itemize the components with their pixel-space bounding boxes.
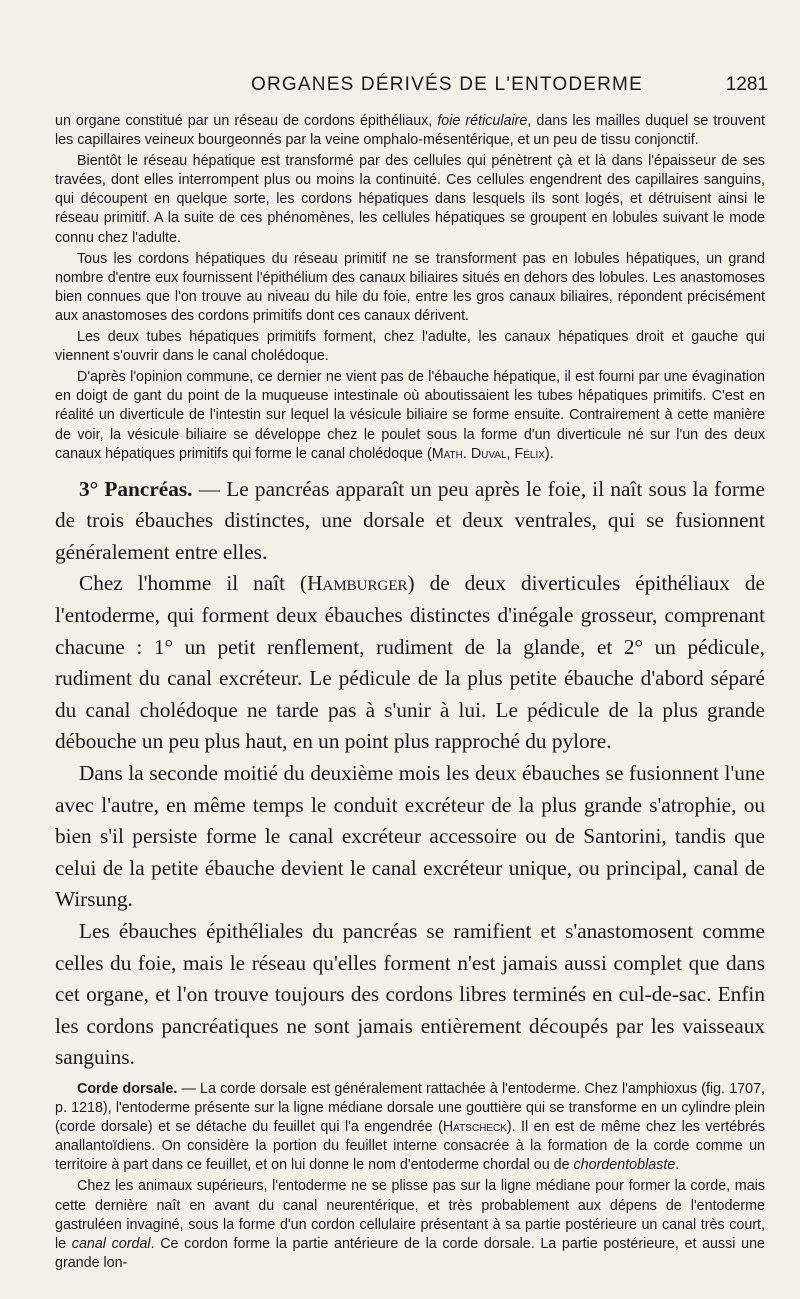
term-canal-cordal: canal cordal xyxy=(71,1235,151,1252)
paragraph-hamburger: Chez l'homme il naît (Hamburger) de deux diverticules épithéliaux de l'entoderme, qui forment deux ébauches distinctes d'inégale grosseur, comprenant chacune : 1° un petit renflement, rudiment de la glande, et 2° un pédicule, rudiment du canal excréteur. Le pédicule de la plus petite ébauche d'abord séparé du canal cholédoque ne tarde pas à s'unir à lui. Le pédicule de la plus grande débouche un peu plus haut, en un point plus rapproché du pylore. xyxy=(55,571,765,754)
section-heading-pancreas: 3° Pancréas. xyxy=(79,476,193,501)
term-chordentoblaste: chordentoblaste xyxy=(573,1157,676,1174)
paragraph-animaux-superieurs: Chez les animaux supérieurs, l'entoderme ne se plisse pas sur la ligne médiane pour former la corde, mais cette dernière naît en avant du canal neurentérique, et très probablement aux dépens de l'entoderme gastruléen invaginé, sous la forme d'un cordon cellulaire présentant à sa partie postérieure un canal très court, le canal cordal. Ce cordon forme la partie antérieure de la corde dorsale. La partie postérieure, et aussi une grande lon- xyxy=(55,1178,765,1271)
paragraph-tubes-hepatiques: Les deux tubes hépatiques primitifs forment, chez l'adulte, les canaux hépatiques droit et gauche qui viennent s'ouvrir dans le canal cholédoque. xyxy=(55,329,765,365)
author-citation: Hatscheck xyxy=(442,1119,507,1136)
section-heading-corde-dorsale: Corde dorsale. xyxy=(77,1080,178,1097)
paragraph-ebauches-epitheliales: Les ébauches épithéliales du pancréas se ramifient et s'anastomosent comme celles du foie, mais le réseau qu'elles forment n'est jamais aussi complet que dans cet organe, et l'on trouve toujours des cordons libres terminés en cul-de-sac. Enfin les cordons pancréatiques ne sont jamais entièrement découpés par les vaisseaux sanguins. xyxy=(55,919,765,1070)
page-number: 1281 xyxy=(725,74,768,95)
author-citation: Hamburger xyxy=(307,571,408,596)
running-title: ORGANES DÉRIVÉS DE L'ENTODERME xyxy=(251,74,643,95)
section-pancreas: 3° Pancréas. — Le pancréas apparaît un peu après le foie, il naît sous la forme de trois ébauches distinctes, une dorsale et deux ventrales, qui se fusionnent généralement entre elles. xyxy=(55,476,766,564)
page-header xyxy=(126,72,768,102)
term-foie-reticulaire: foie réticulaire xyxy=(437,113,528,129)
paragraph-reseau-hepatique: Bientôt le réseau hépatique est transformé par des cellules qui pénètrent çà et là dans l'épaisseur de ses travées, dont elles interrompent plus ou moins la continuité. Ces cellules engendrent des capillaires sanguins, qui découpent en quelque sorte, les cordons hépatiques dans lesquels ils sont logés, et détruisent ainsi le réseau primitif. A la suite de ces phénomènes, les cellules hépatiques se groupent en lobules suivant le mode connu chez l'adulte. xyxy=(55,153,765,246)
paragraph-cordons-hepatiques: Tous les cordons hépatiques du réseau primitif ne se transforment pas en lobules hépatiques, un grand nombre d'entre eux fournissent l'épithélium des canaux biliaires situés en dehors des lobules. Les anastomoses bien connues que l'on trouve au niveau du hile du foie, entre les gros canaux biliaires, répondent précisément aux anastomoses des cordons primitifs dont ces canaux dérivent. xyxy=(55,250,765,324)
paragraph-wirsung: Dans la seconde moitié du deuxième mois les deux ébauches se fusionnent l'une avec l'autre, en même temps le conduit excréteur de la plus grande s'atrophie, ou bien s'il persiste forme le canal excréteur accessoire ou de Santorini, tandis que celui de la petite ébauche devient le canal excréteur unique, ou principal, canal de Wirsung. xyxy=(55,761,765,912)
section-corde-dorsale: Corde dorsale. — La corde dorsale est généralement rattachée à l'entoderme. Chez l'amphioxus (fig. 1707, p. 1218), l'entoderme présente sur la ligne médiane dorsale une gouttière qui se transforme en un cylindre plein (corde dorsale) et se détache du feuillet qui l'a engendrée (Hatscheck). Il en est de même chez les vertébrés anallantoïdiens. On considère la portion du feuillet interne consacrée à la formation de la corde comme un territoire à part dans ce feuillet, et on lui donne le nom d'entoderme chordal ou de chordentoblaste. xyxy=(55,1080,765,1174)
author-citation: Math. Duval, Félix xyxy=(431,445,545,462)
paragraph-canal-choledoque: D'après l'opinion commune, ce dernier ne vient pas de l'ébauche hépatique, il est fourni par une évagination en doigt de gant du point de la muqueuse intestinale où aboutissaient les tubes hépatiques primitifs. C'est en réalité un diverticule de l'intestin sur lequel la vésicule biliaire se forme ensuite. Contrairement à cette manière de voir, la vésicule biliaire se développe chez le poulet sous la forme d'un diverticule né sur l'un des deux canaux hépatiques primitifs qui forme le canal cholédoque (Math. Duval, Félix). xyxy=(55,369,765,462)
page-body xyxy=(55,112,765,1273)
paragraph-foie-reticulaire: un organe constitué par un réseau de cordons épithéliaux, foie réticulaire, dans les mailles duquel se trouvent les capillaires veineux bourgeonnés par la veine omphalo-mésentérique, et un peu de tissu conjonctif. xyxy=(55,113,765,149)
